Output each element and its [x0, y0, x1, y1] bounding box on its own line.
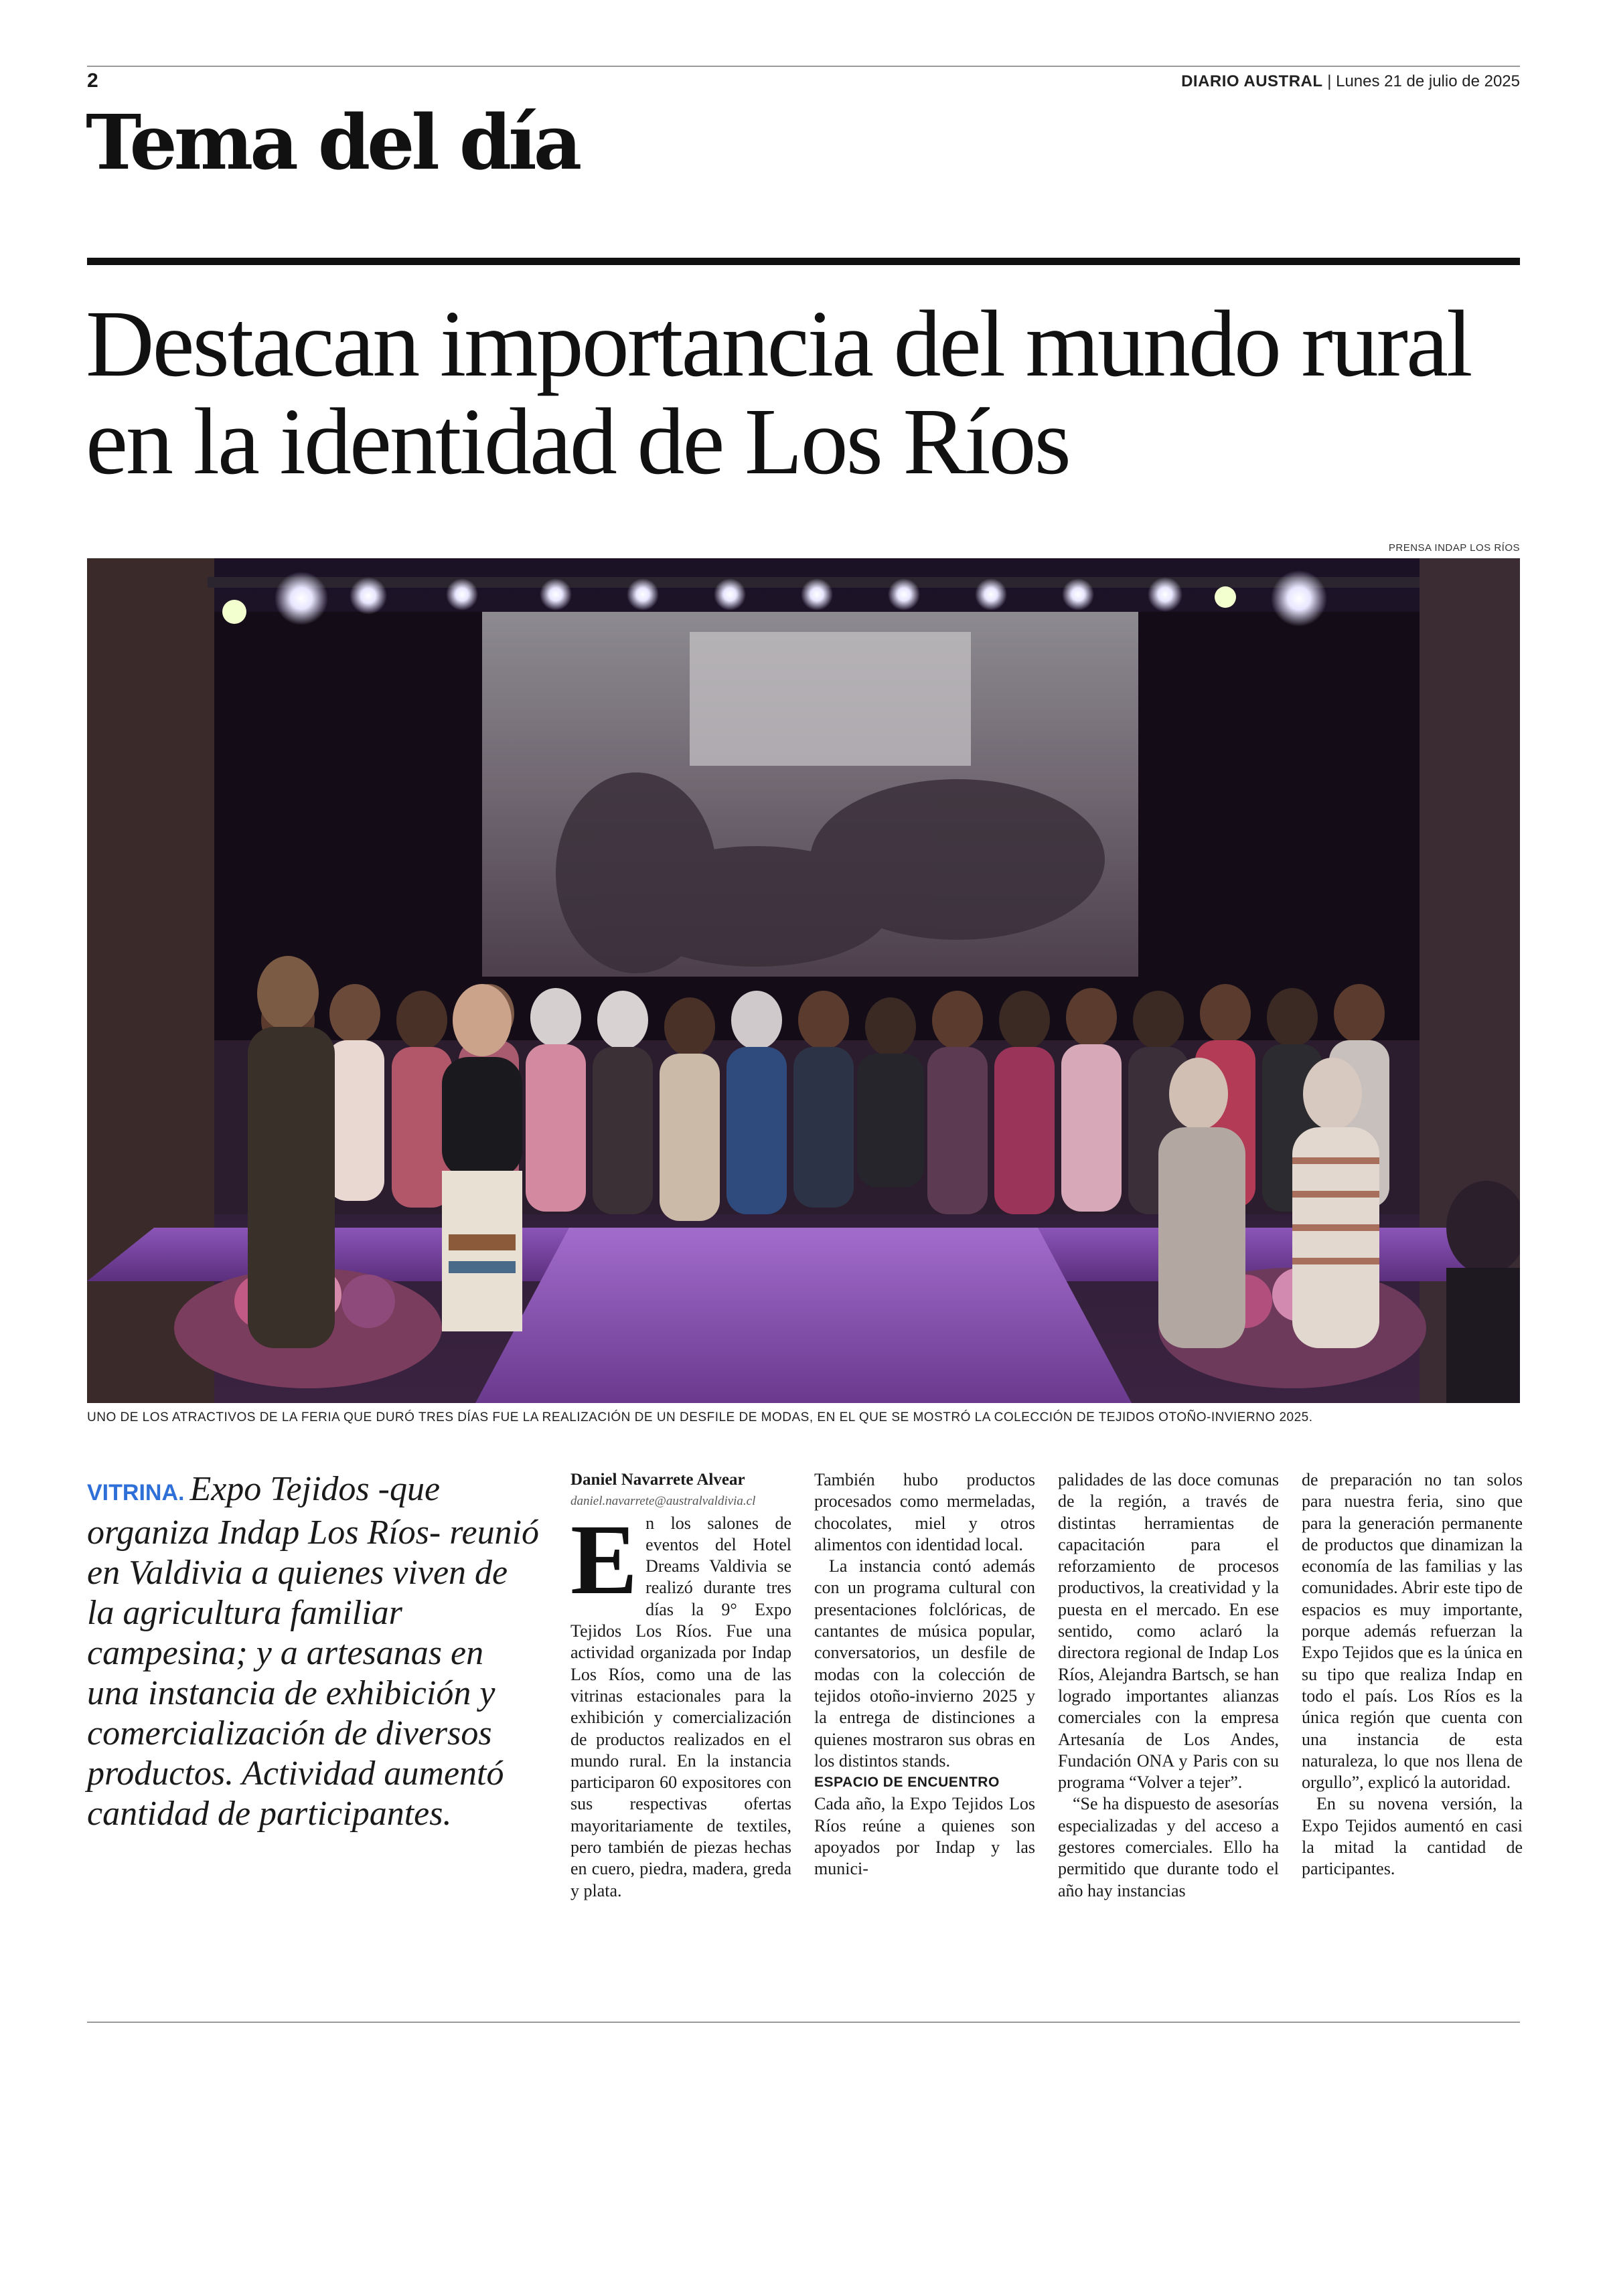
body-column-4 [1302, 1469, 1523, 1880]
section-rule [87, 258, 1520, 265]
paragraph: “Se ha dispuesto de asesorías especializadas y del acceso a gestores comerciales. Ello ha permitido que durante todo el año hay instancias [1058, 1794, 1279, 1900]
paper-name: DIARIO AUSTRAL [1181, 72, 1323, 90]
drop-cap: E [570, 1503, 638, 1615]
lead-paragraph [87, 1469, 542, 1834]
kicker-label: VITRINA. [87, 1480, 185, 1505]
lead-text: Expo Tejidos -que organiza Indap Los Ríos- reunió en Valdivia a quienes viven de la agricultura familiar campesina; y a artesanas en una instancia de exhibición y comercialización de diversos productos. Actividad aumentó cantidad de participantes. [87, 1470, 540, 1833]
event-photo [87, 558, 1520, 1403]
subhead: ESPACIO DE ENCUENTRO [814, 1775, 1000, 1791]
author-email: daniel.navarrete@australvaldivia.cl [570, 1494, 756, 1509]
body-column-1 [570, 1469, 791, 1902]
paragraph: La instancia contó además con un programa cultural con presentaciones folclóricas, de cantantes de música popular, conversatorios, un desfile de modas con la colección de tejidos otoño-invierno 2025 y la entrega de distinciones a quienes mostraron sus obras en los distintos stands. [814, 1556, 1035, 1771]
first-paragraph [570, 1503, 791, 1902]
paragraph: de preparación no tan solos para nuestra feria, sino que para la generación permanente de productos que dinamizan la economía de las familias y las comunidades. Abrir este tipo de espacios es muy importante, porque además refuerzan la Expo Tejidos que es la única en su tipo que realiza Indap en todo el país. Los Ríos es la única región que cuenta con una instancia de esta naturaleza, lo que nos llena de orgullo”, explicó la autoridad. [1302, 1470, 1523, 1793]
bottom-rule [87, 2022, 1520, 2023]
top-rule [87, 66, 1520, 67]
masthead [1181, 72, 1520, 91]
section-title: Tema del día [86, 99, 579, 187]
byline: Daniel Navarrete Alvear [570, 1471, 745, 1489]
paragraph: En su novena versión, la Expo Tejidos aumentó en casi la mitad la cantidad de participantes. [1302, 1794, 1523, 1879]
body-column-2 [814, 1469, 1035, 1880]
headline: Destacan importancia del mundo rural en la identidad de Los Ríos [86, 291, 1471, 494]
paragraph: También hubo productos procesados como mermeladas, chocolates, miel y otros alimentos con identidad local. [814, 1470, 1035, 1554]
paragraph-text: n los salones de eventos del Hotel Dreams Valdivia se realizó durante tres días la 9° Expo Tejidos Los Ríos. Fue una actividad organizada por Indap Los Ríos, como una de las vitrinas estacionales para la exhibición y comercialización de productos realizados en el mundo rural. En la instancia participaron 60 expositores con sus respectivas ofertas mayoritariamente de textiles, pero también de piezas hechas en cuero, piedra, madera, greda y plata. [570, 1513, 791, 1900]
page-number: 2 [87, 70, 98, 92]
paragraph: Cada año, la Expo Tejidos Los Ríos reúne a quienes son apoyados por Indap y las munici- [814, 1794, 1035, 1879]
photo-caption: UNO DE LOS ATRACTIVOS DE LA FERIA QUE DURÓ TRES DÍAS FUE LA REALIZACIÓN DE UN DESFILE DE MODAS, EN EL QUE SE MOSTRÓ LA COLECCIÓN DE TEJIDOS OTOÑO-INVIERNO 2025. [87, 1410, 1313, 1424]
fashion-show-stage-illustration [87, 558, 1520, 1403]
photo-credit: PRENSA INDAP LOS RÍOS [1388, 542, 1520, 554]
paragraph: palidades de las doce comunas de la región, a través de distintas herramientas de capacitación para el reforzamiento de procesos productivos, la creatividad y la puesta en el mercado. En ese sentido, como aclaró la directora regional de Indap Los Ríos, Alejandra Bartsch, se han logrado importantes alianzas comerciales con la empresa Artesanía de Los Andes, Fundación ONA y Paris con su programa “Volver a tejer”. [1058, 1470, 1279, 1793]
body-column-3 [1058, 1469, 1279, 1902]
issue-date: | Lunes 21 de julio de 2025 [1327, 72, 1520, 90]
